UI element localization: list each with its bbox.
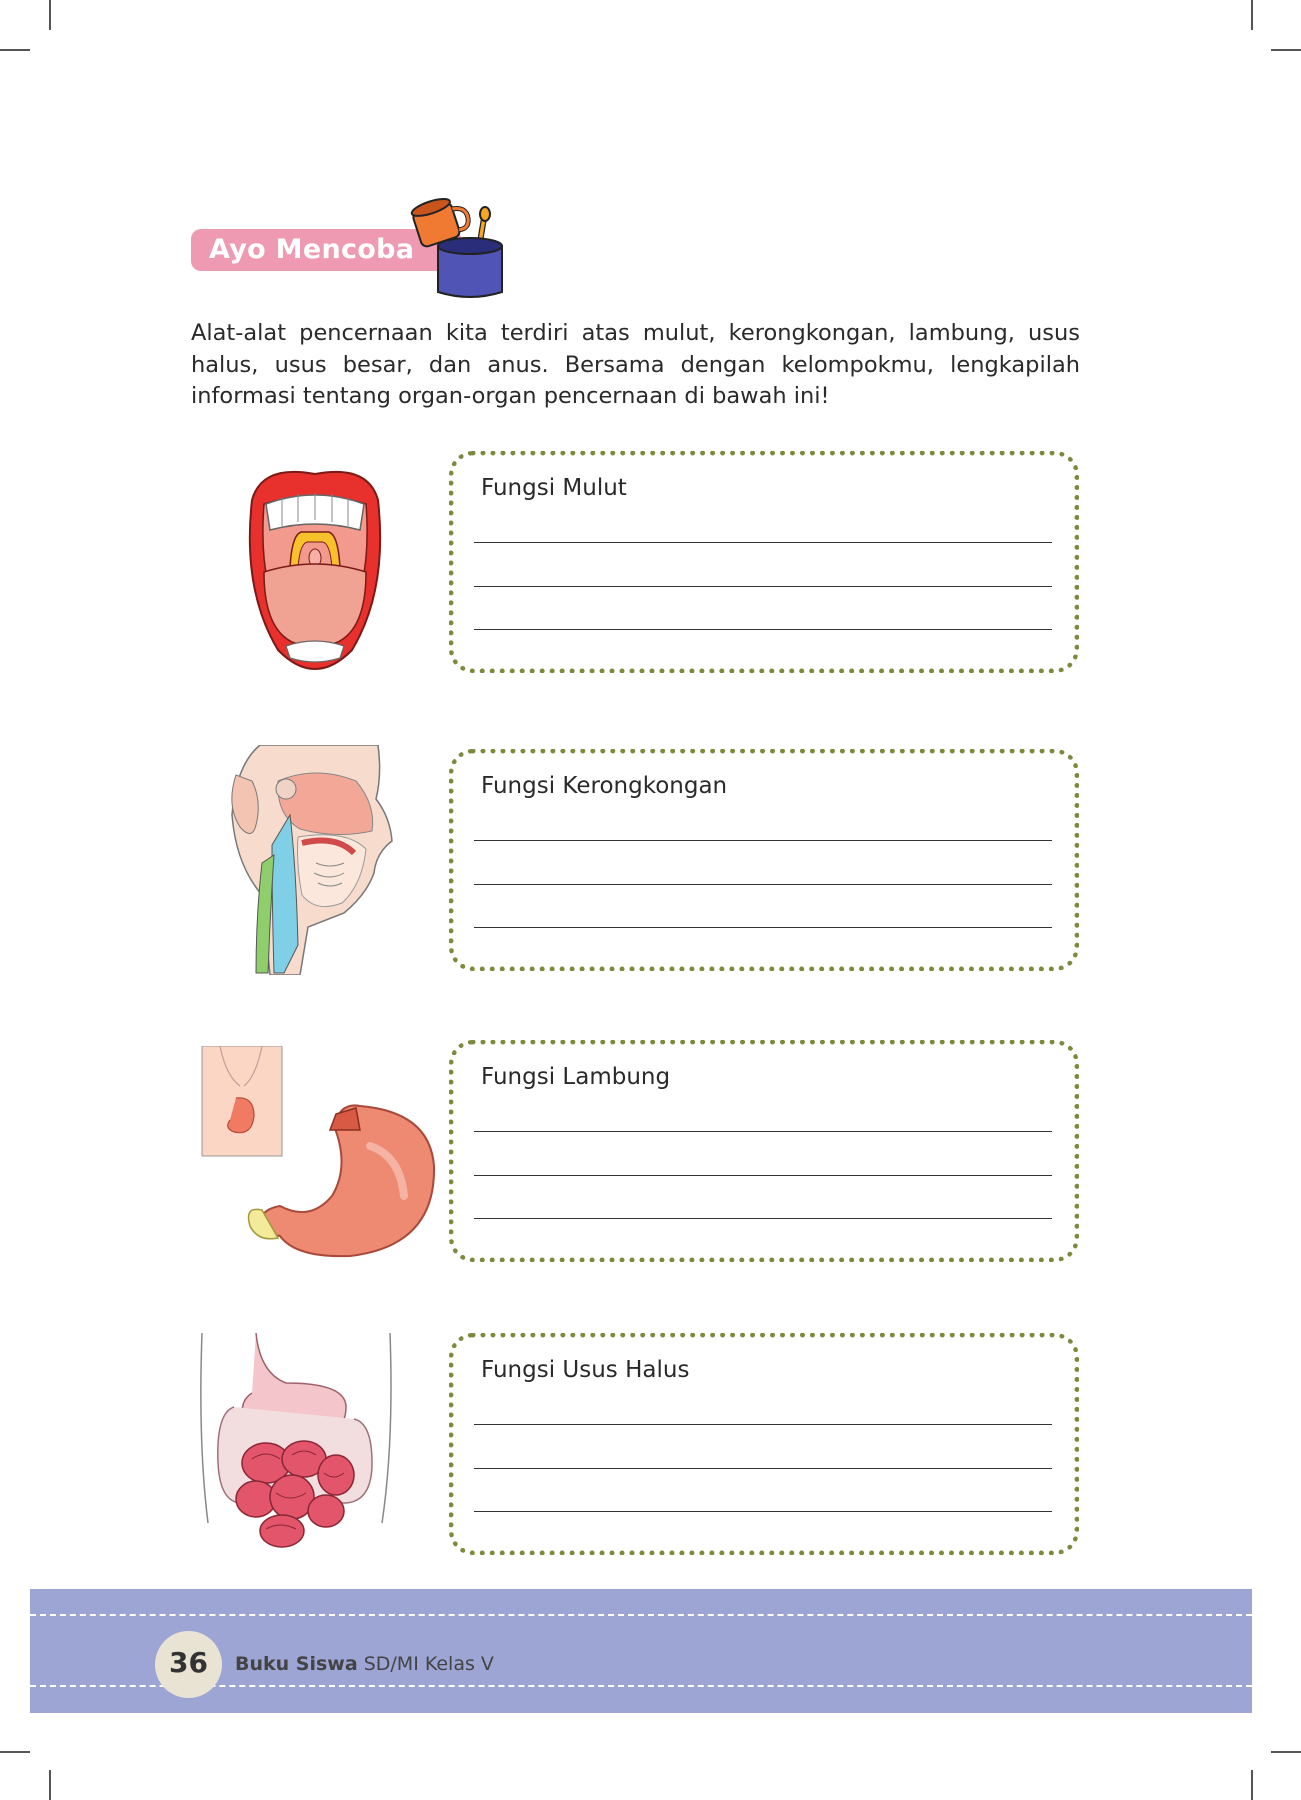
answer-box-usus-halus (449, 1333, 1079, 1555)
answer-line[interactable] (474, 1218, 1052, 1219)
footer-dash-top (30, 1614, 1252, 1616)
answer-line[interactable] (474, 629, 1052, 630)
answer-box-mulut (449, 451, 1079, 673)
book-label (235, 1653, 494, 1675)
crop-mark (0, 1751, 30, 1753)
page-number: 36 (169, 1646, 208, 1679)
book-label-bold: Buku Siswa (235, 1653, 358, 1675)
box-title: Fungsi Usus Halus (481, 1357, 690, 1383)
crop-mark (1251, 0, 1253, 30)
crop-mark (1271, 49, 1301, 51)
crop-mark (49, 0, 51, 30)
answer-line[interactable] (474, 840, 1052, 841)
stomach-illustration (200, 1046, 440, 1261)
crop-mark (1251, 1770, 1253, 1800)
small-intestine-illustration (196, 1333, 396, 1558)
answer-box-lambung (449, 1040, 1079, 1262)
throat-illustration (226, 745, 396, 975)
crop-mark (49, 1770, 51, 1800)
answer-line[interactable] (474, 927, 1052, 928)
crop-mark (0, 49, 30, 51)
book-label-rest: SD/MI Kelas V (357, 1653, 494, 1675)
answer-box-kerongkongan (449, 749, 1079, 971)
answer-line[interactable] (474, 1175, 1052, 1176)
cup-icon (408, 188, 508, 300)
answer-line[interactable] (474, 1131, 1052, 1132)
intro-paragraph: Alat-alat pencernaan kita terdiri atas mulut, kerongkongan, lambung, usus halus, usus besar, dan anus. Bersama dengan kelompokmu, lengkapilah informasi tentang organ-organ pencernaan di bawah ini! (191, 320, 1080, 409)
answer-line[interactable] (474, 1424, 1052, 1425)
answer-line[interactable] (474, 1468, 1052, 1469)
box-title: Fungsi Lambung (481, 1064, 671, 1090)
page-number-badge (155, 1631, 222, 1698)
mouth-illustration (242, 460, 388, 680)
crop-mark (1271, 1751, 1301, 1753)
box-title: Fungsi Mulut (481, 475, 627, 501)
answer-line[interactable] (474, 1511, 1052, 1512)
footer-band (30, 1589, 1252, 1713)
answer-line[interactable] (474, 884, 1052, 885)
box-title: Fungsi Kerongkongan (481, 773, 728, 799)
answer-line[interactable] (474, 542, 1052, 543)
answer-line[interactable] (474, 586, 1052, 587)
section-title: Ayo Mencoba (209, 234, 415, 265)
